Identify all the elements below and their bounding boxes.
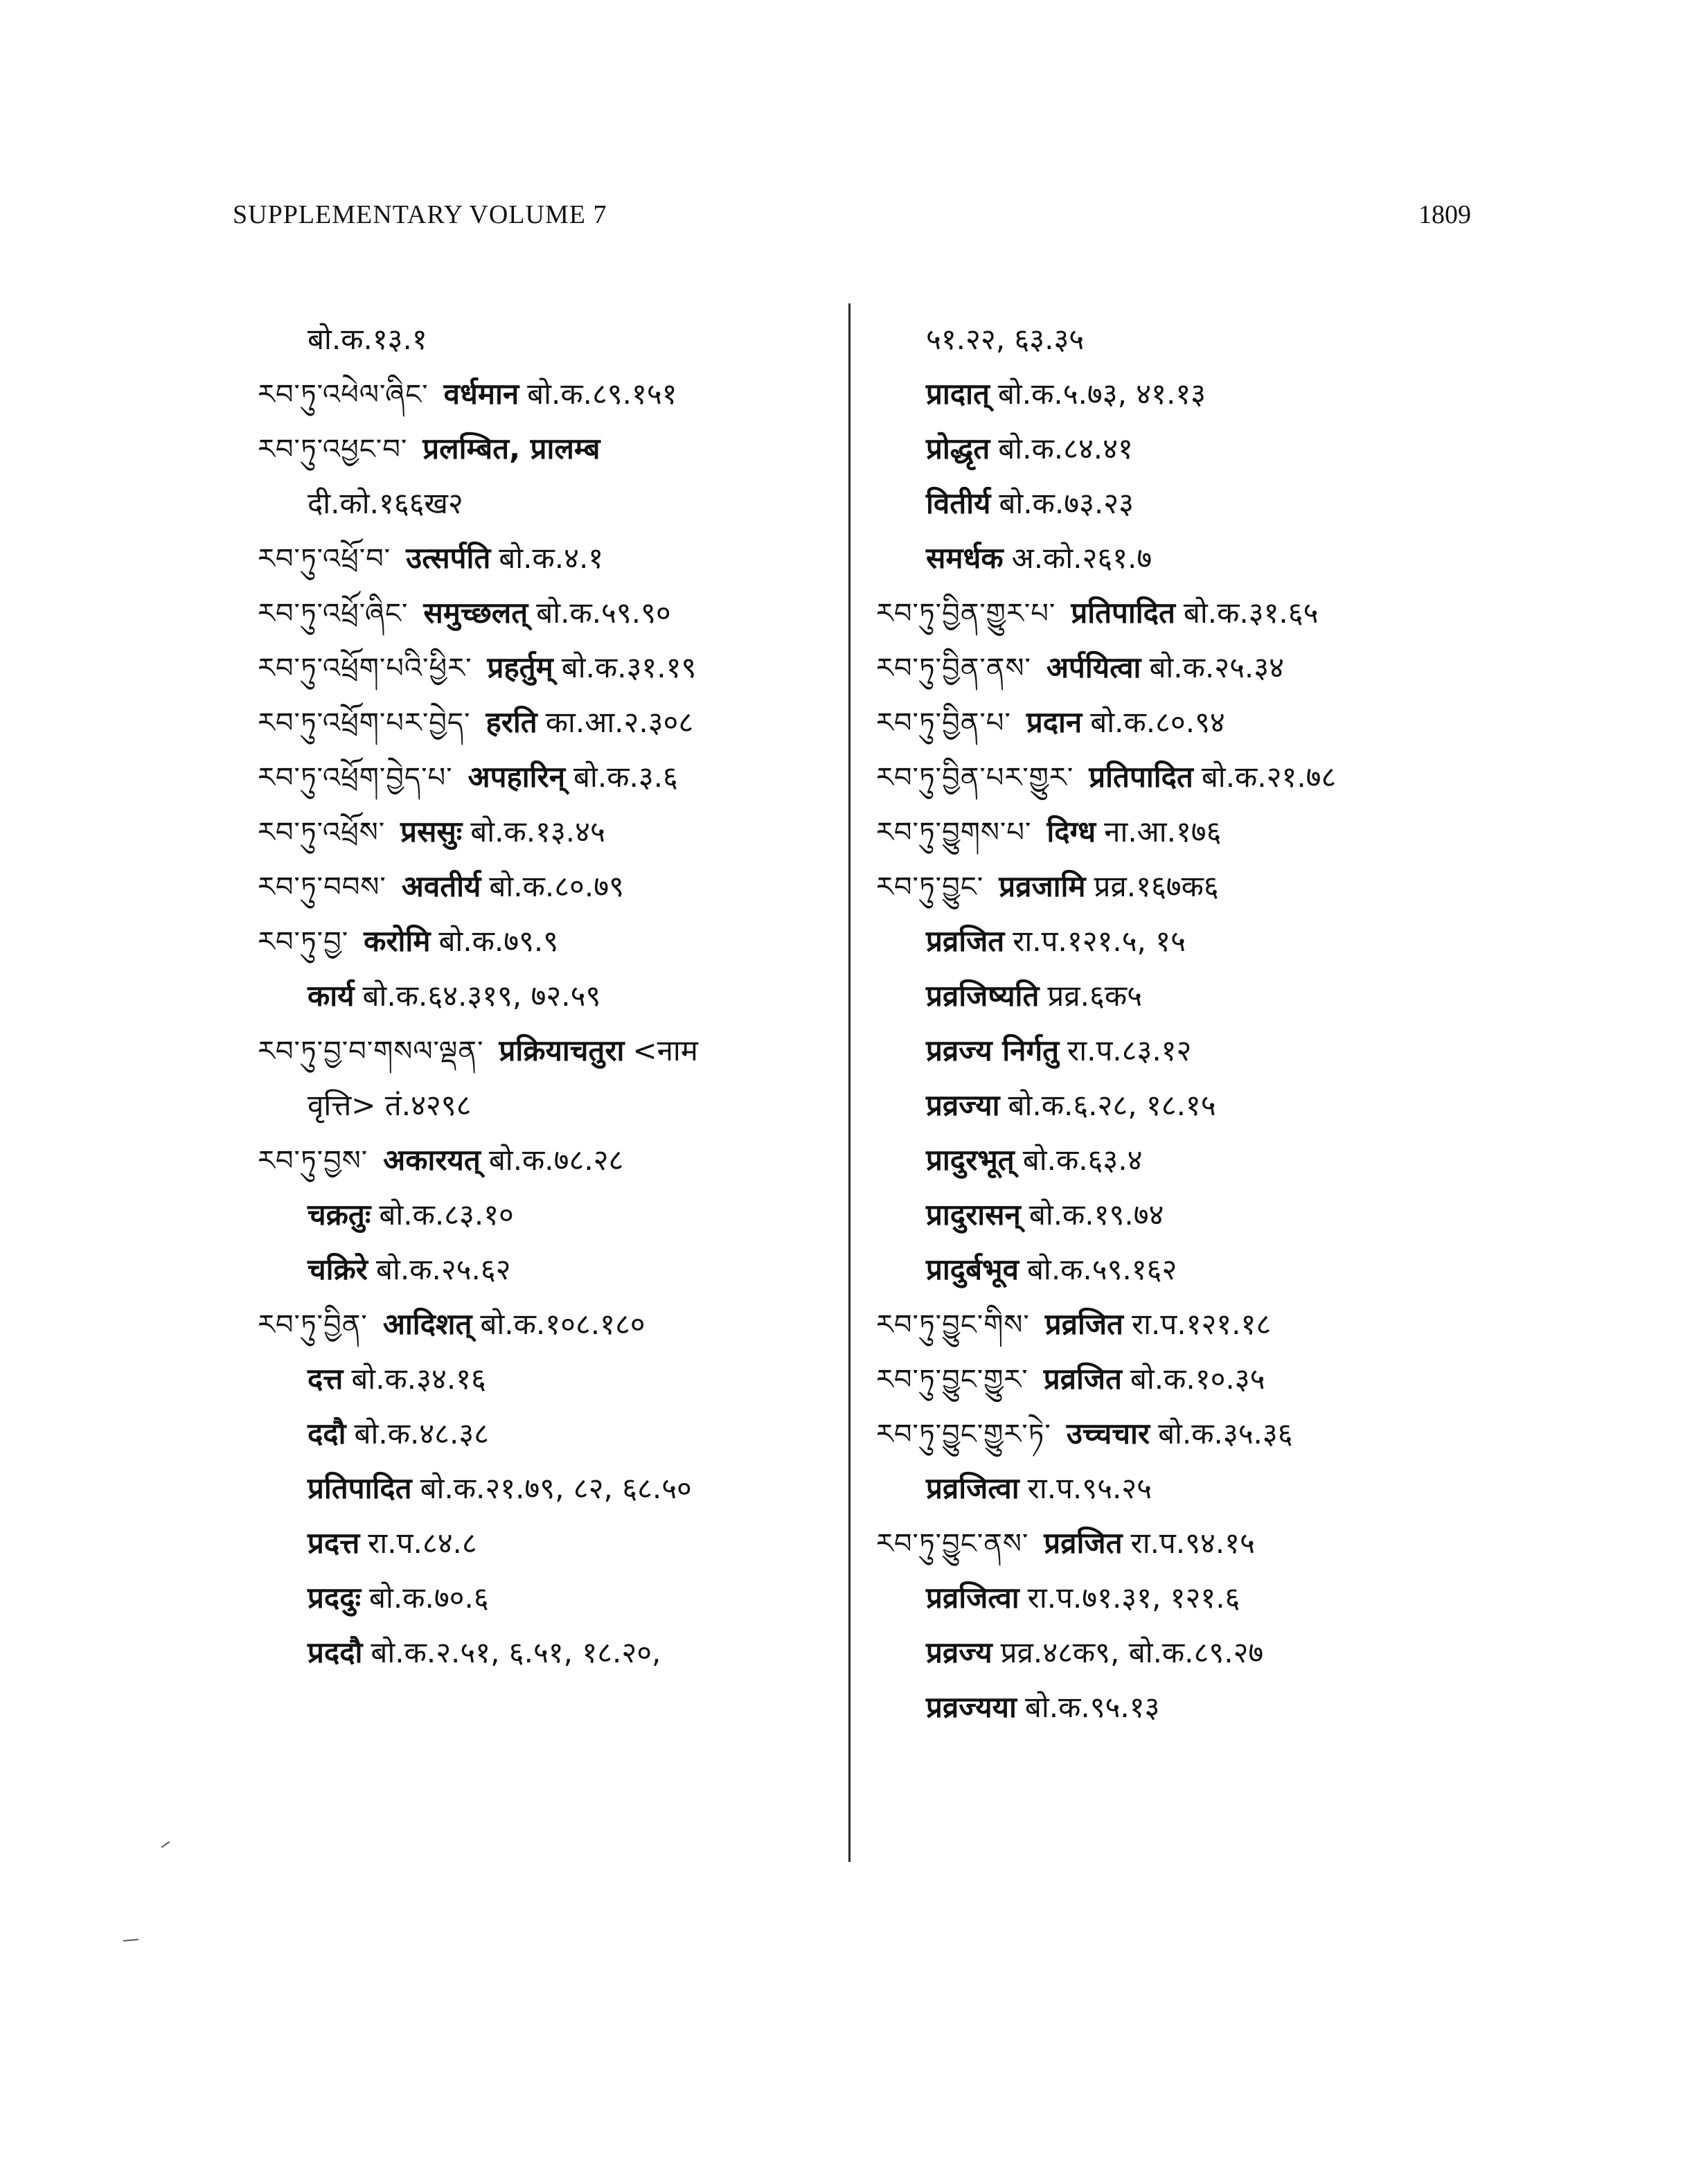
sanskrit-equivalent: अवतीर्य [401, 869, 481, 903]
source-reference: बो.क.७८.२८ [488, 1143, 624, 1177]
sanskrit-equivalent: चक्रिरे [308, 1252, 368, 1286]
dictionary-entry [876, 1406, 1499, 1461]
sanskrit-equivalent: प्रव्रज्य निर्गतु [926, 1033, 1060, 1067]
sanskrit-equivalent: प्रव्रजित्वा [926, 1471, 1019, 1505]
dictionary-entry [876, 1133, 1499, 1187]
dictionary-entry [258, 968, 853, 1023]
sanskrit-equivalent: उच्चचार [1066, 1417, 1150, 1450]
source-reference: बो.क.१९.७४ [1028, 1198, 1164, 1232]
dictionary-entry [258, 1625, 853, 1680]
source-reference: रा.प.९५.२५ [1027, 1471, 1152, 1505]
source-reference: बो.क.५९.१६२ [1026, 1252, 1177, 1286]
tibetan-headword: རབ་ཏུ་བྱིན་པ་ [876, 707, 1011, 739]
dictionary-entry [258, 531, 853, 585]
source-reference: ५१.२२, ६३.३५ [926, 322, 1085, 356]
dictionary-entry [876, 1078, 1499, 1133]
tibetan-headword: རབ་ཏུ་བྱུང་གྱུར་ཏེ་ [876, 1419, 1051, 1450]
source-reference: बो.क.२५.६२ [375, 1252, 511, 1286]
sanskrit-equivalent: प्रादुरासन् [926, 1198, 1021, 1232]
dictionary-entry [876, 859, 1499, 914]
source-reference: बो.क.४८.३८ [354, 1417, 490, 1450]
dictionary-entry [258, 914, 853, 968]
sanskrit-equivalent: प्रव्रज्यया [926, 1690, 1017, 1724]
tibetan-headword: རབ་ཏུ་འཕྱང་བ་ [258, 434, 408, 465]
source-reference: बो.क.७०.६ [369, 1581, 489, 1615]
source-reference: बो.क.१३.१ [308, 322, 427, 356]
source-reference: बो.क.३.६ [573, 760, 678, 794]
sanskrit-equivalent: दत्त [308, 1362, 344, 1396]
sanskrit-equivalent: उत्सर्पति [406, 541, 491, 575]
dictionary-entry [876, 640, 1499, 695]
tibetan-headword: རབ་ཏུ་འཕྲོག་པའི་ཕྱིར་ [258, 652, 472, 684]
dictionary-entry [258, 749, 853, 804]
dictionary-entry [876, 1351, 1499, 1406]
sanskrit-equivalent: प्रददौ [308, 1635, 363, 1669]
dictionary-entry [258, 695, 853, 749]
sanskrit-equivalent: अर्पयित्वा [1046, 650, 1141, 684]
stray-mark [123, 1939, 139, 1942]
left-column [258, 312, 853, 1680]
source-reference: बो.क.२५.३४ [1149, 650, 1284, 684]
sanskrit-equivalent: प्रतिपादित [1071, 596, 1175, 630]
sanskrit-equivalent: प्रलम्बित, प्रालम्ब [422, 432, 600, 465]
sanskrit-equivalent: प्रव्रजित [1044, 1526, 1123, 1560]
source-reference: बो.क.१०.३५ [1130, 1362, 1265, 1396]
dictionary-entry [258, 585, 853, 640]
sanskrit-equivalent: प्रव्रज्या [926, 1088, 1000, 1122]
source-reference: वृत्ति> तं.४२९८ [308, 1088, 472, 1122]
tibetan-headword: རབ་ཏུ་བྱུང་ནས་ [876, 1528, 1029, 1560]
source-reference: बो.क.३१.१९ [561, 650, 697, 684]
source-reference: प्रव्र.६क५ [1047, 979, 1142, 1013]
tibetan-headword: རབ་ཏུ་བྱིན་གྱུར་པ་ [876, 598, 1056, 630]
source-reference: बो.क.१०८.१८० [480, 1307, 645, 1341]
source-reference: बो.क.३५.३६ [1158, 1417, 1293, 1450]
running-title: SUPPLEMENTARY VOLUME 7 [233, 200, 607, 229]
page-header [233, 199, 1471, 241]
sanskrit-equivalent: प्रादुर्बभूव [926, 1252, 1019, 1286]
tibetan-headword: རབ་ཏུ་འཕྲོ་ཞིང་ [258, 598, 409, 630]
right-column [876, 312, 1499, 1734]
dictionary-entry [876, 749, 1499, 804]
tibetan-headword: རབ་ཏུ་འཕྲོག་པར་བྱེད་ [258, 707, 471, 739]
dictionary-entry [876, 1625, 1499, 1680]
source-reference: बो.क.९५.१३ [1024, 1690, 1160, 1724]
sanskrit-equivalent: प्रोद्धृत [926, 432, 990, 465]
sanskrit-equivalent: प्रक्रियाचतुरा [499, 1033, 625, 1067]
sanskrit-equivalent: प्रतिपादित [308, 1471, 412, 1505]
tibetan-headword: རབ་ཏུ་བྱུང་ [876, 871, 984, 903]
source-reference: बो.क.२१.७८ [1201, 760, 1337, 794]
dictionary-entry [258, 1406, 853, 1461]
tibetan-headword: རབ་ཏུ་བྱུང་གིས་ [876, 1309, 1030, 1341]
sanskrit-equivalent: प्रहर्तुम् [487, 650, 553, 684]
source-reference: रा.प.८४.८ [368, 1526, 477, 1560]
tibetan-headword: རབ་ཏུ་བྱུང་གྱུར་ [876, 1364, 1028, 1396]
sanskrit-equivalent: वितीर्य [926, 486, 991, 520]
dictionary-entry [258, 421, 853, 476]
tibetan-headword: རབ་ཏུ་བྱུགས་པ་ [876, 817, 1032, 849]
dictionary-entry [258, 312, 853, 366]
source-reference: बो.क.८०.९४ [1090, 705, 1225, 739]
sanskrit-equivalent: अकारयत् [383, 1143, 481, 1177]
dictionary-entry [876, 366, 1499, 421]
source-reference: बो.क.८३.१० [379, 1198, 514, 1232]
dictionary-entry [876, 1461, 1499, 1516]
sanskrit-equivalent: प्रददुः [308, 1581, 361, 1615]
sanskrit-equivalent: प्रादात् [926, 377, 990, 411]
tibetan-headword: རབ་ཏུ་བྱིན་པར་གྱུར་ [876, 762, 1074, 794]
source-reference: बो.क.६.२८, १८.१५ [1008, 1088, 1216, 1122]
dictionary-entry [258, 640, 853, 695]
source-reference: बो.क.२१.७९, ८२, ६८.५० [420, 1471, 692, 1505]
sanskrit-equivalent: प्रव्रज्य [926, 1635, 992, 1669]
source-reference: बो.क.१३.४५ [470, 815, 605, 849]
tibetan-headword: རབ་ཏུ་བྱིན་ [258, 1309, 368, 1341]
source-reference: बो.क.७९.९ [438, 924, 559, 958]
source-reference: रा.प.९४.१५ [1130, 1526, 1255, 1560]
source-reference: बो.क.३१.६५ [1183, 596, 1319, 630]
source-reference: बो.क.४.१ [499, 541, 604, 575]
dictionary-entry [258, 1351, 853, 1406]
dictionary-entry [876, 914, 1499, 968]
dictionary-entry [876, 804, 1499, 859]
dictionary-entry [876, 1242, 1499, 1297]
source-reference: बो.क.२.५१, ६.५१, १८.२०, [371, 1635, 661, 1669]
sanskrit-equivalent: प्रव्रजिष्यति [926, 979, 1040, 1013]
dictionary-entry [876, 1680, 1499, 1734]
source-reference: रा.प.१२१.१८ [1132, 1307, 1272, 1341]
sanskrit-equivalent: हरति [486, 705, 537, 739]
source-reference: बो.क.५९.९० [536, 596, 671, 630]
sanskrit-equivalent: करोमि [364, 924, 431, 958]
source-reference: प्रव्र.४८क९, बो.क.८९.२७ [1000, 1635, 1264, 1669]
sanskrit-equivalent: आदिशत् [382, 1307, 472, 1341]
source-reference: बो.क.८४.४१ [998, 432, 1133, 465]
source-reference: रा.प.८३.१२ [1067, 1033, 1192, 1067]
tibetan-headword: རབ་ཏུ་འཕྲོག་བྱེད་པ་ [258, 762, 453, 794]
sanskrit-equivalent: प्रससुः [400, 815, 463, 849]
source-reference: <नाम [632, 1033, 698, 1067]
sanskrit-equivalent: अपहारिन् [467, 760, 566, 794]
dictionary-entry [258, 1516, 853, 1570]
dictionary-entry [258, 1242, 853, 1297]
source-reference: बो.क.५.७३, ४१.१३ [997, 377, 1206, 411]
source-reference: का.आ.२.३०८ [545, 705, 694, 739]
dictionary-entry [258, 1570, 853, 1625]
dictionary-entry [876, 1187, 1499, 1242]
dictionary-entry [876, 968, 1499, 1023]
source-reference: बो.क.६३.४ [1022, 1143, 1143, 1177]
dictionary-entry [876, 1570, 1499, 1625]
tibetan-headword: རབ་ཏུ་བྱིན་ནས་ [876, 652, 1031, 684]
source-reference: प्रव्र.१६७क६ [1094, 869, 1219, 903]
dictionary-entry [258, 1023, 853, 1078]
sanskrit-equivalent: समर्धक [926, 541, 1004, 575]
dictionary-entry [258, 1297, 853, 1351]
sanskrit-equivalent: ददौ [308, 1417, 346, 1450]
sanskrit-equivalent: प्रतिपादित [1089, 760, 1193, 794]
dictionary-entry [876, 421, 1499, 476]
dictionary-entry [876, 1297, 1499, 1351]
source-reference: बो.क.८९.१५१ [527, 377, 677, 411]
dictionary-entry [876, 1023, 1499, 1078]
source-reference: बो.क.३४.१६ [351, 1362, 486, 1396]
tibetan-headword: རབ་ཏུ་འཕྲོ་བ་ [258, 543, 391, 575]
source-reference: रा.प.७१.३१, १२१.६ [1027, 1581, 1240, 1615]
dictionary-entry [258, 366, 853, 421]
source-reference: ना.आ.१७६ [1104, 815, 1222, 849]
page-number: 1809 [1418, 200, 1471, 229]
source-reference: बो.क.६४.३१९, ७२.५९ [362, 979, 601, 1013]
sanskrit-equivalent: प्रव्रजामि [999, 869, 1086, 903]
dictionary-entry [258, 476, 853, 531]
tibetan-headword: རབ་ཏུ་བྱས་ [258, 1145, 368, 1177]
dictionary-entry [876, 695, 1499, 749]
tibetan-headword: རབ་ཏུ་བྱ་བ་གསལ་ལྡན་ [258, 1036, 484, 1067]
sanskrit-equivalent: प्रादुरभूत् [926, 1143, 1015, 1177]
tibetan-headword: རབ་ཏུ་བབས་ [258, 871, 386, 903]
sanskrit-equivalent: वर्धमान [443, 377, 519, 411]
sanskrit-equivalent: प्रव्रजित [1044, 1307, 1123, 1341]
sanskrit-equivalent: प्रव्रजित [926, 924, 1005, 958]
sanskrit-equivalent: प्रव्रजित्वा [926, 1581, 1019, 1615]
sanskrit-equivalent: कार्य [308, 979, 355, 1013]
column-divider [848, 303, 850, 1862]
dictionary-entry [258, 1187, 853, 1242]
dictionary-entry [876, 476, 1499, 531]
sanskrit-equivalent: प्रव्रजित [1043, 1362, 1122, 1396]
dictionary-entry [258, 859, 853, 914]
sanskrit-equivalent: दिग्ध [1047, 815, 1096, 849]
stray-mark [161, 1841, 170, 1848]
dictionary-entry [876, 585, 1499, 640]
dictionary-entry [258, 1078, 853, 1133]
dictionary-entry [258, 1133, 853, 1187]
source-reference: अ.को.२६१.७ [1011, 541, 1152, 575]
dictionary-entry [258, 804, 853, 859]
sanskrit-equivalent: प्रदत्त [308, 1526, 360, 1560]
source-reference: बो.क.७३.२३ [999, 486, 1134, 520]
dictionary-entry [876, 312, 1499, 366]
tibetan-headword: རབ་ཏུ་འཕྲོས་ [258, 817, 386, 849]
tibetan-headword: རབ་ཏུ་བྱ་ [258, 926, 349, 958]
source-reference: बो.क.८०.७९ [489, 869, 624, 903]
dictionary-entry [876, 531, 1499, 585]
source-reference: रा.प.१२१.५, १५ [1013, 924, 1186, 958]
tibetan-headword: རབ་ཏུ་འཕེལ་ཞིང་ [258, 379, 429, 411]
source-reference: दी.को.१६६ख२ [308, 486, 463, 520]
sanskrit-equivalent: चक्रतुः [308, 1198, 371, 1232]
dictionary-entry [258, 1461, 853, 1516]
sanskrit-equivalent: समुच्छलत् [423, 596, 528, 630]
sanskrit-equivalent: प्रदान [1026, 705, 1083, 739]
dictionary-entry [876, 1516, 1499, 1570]
